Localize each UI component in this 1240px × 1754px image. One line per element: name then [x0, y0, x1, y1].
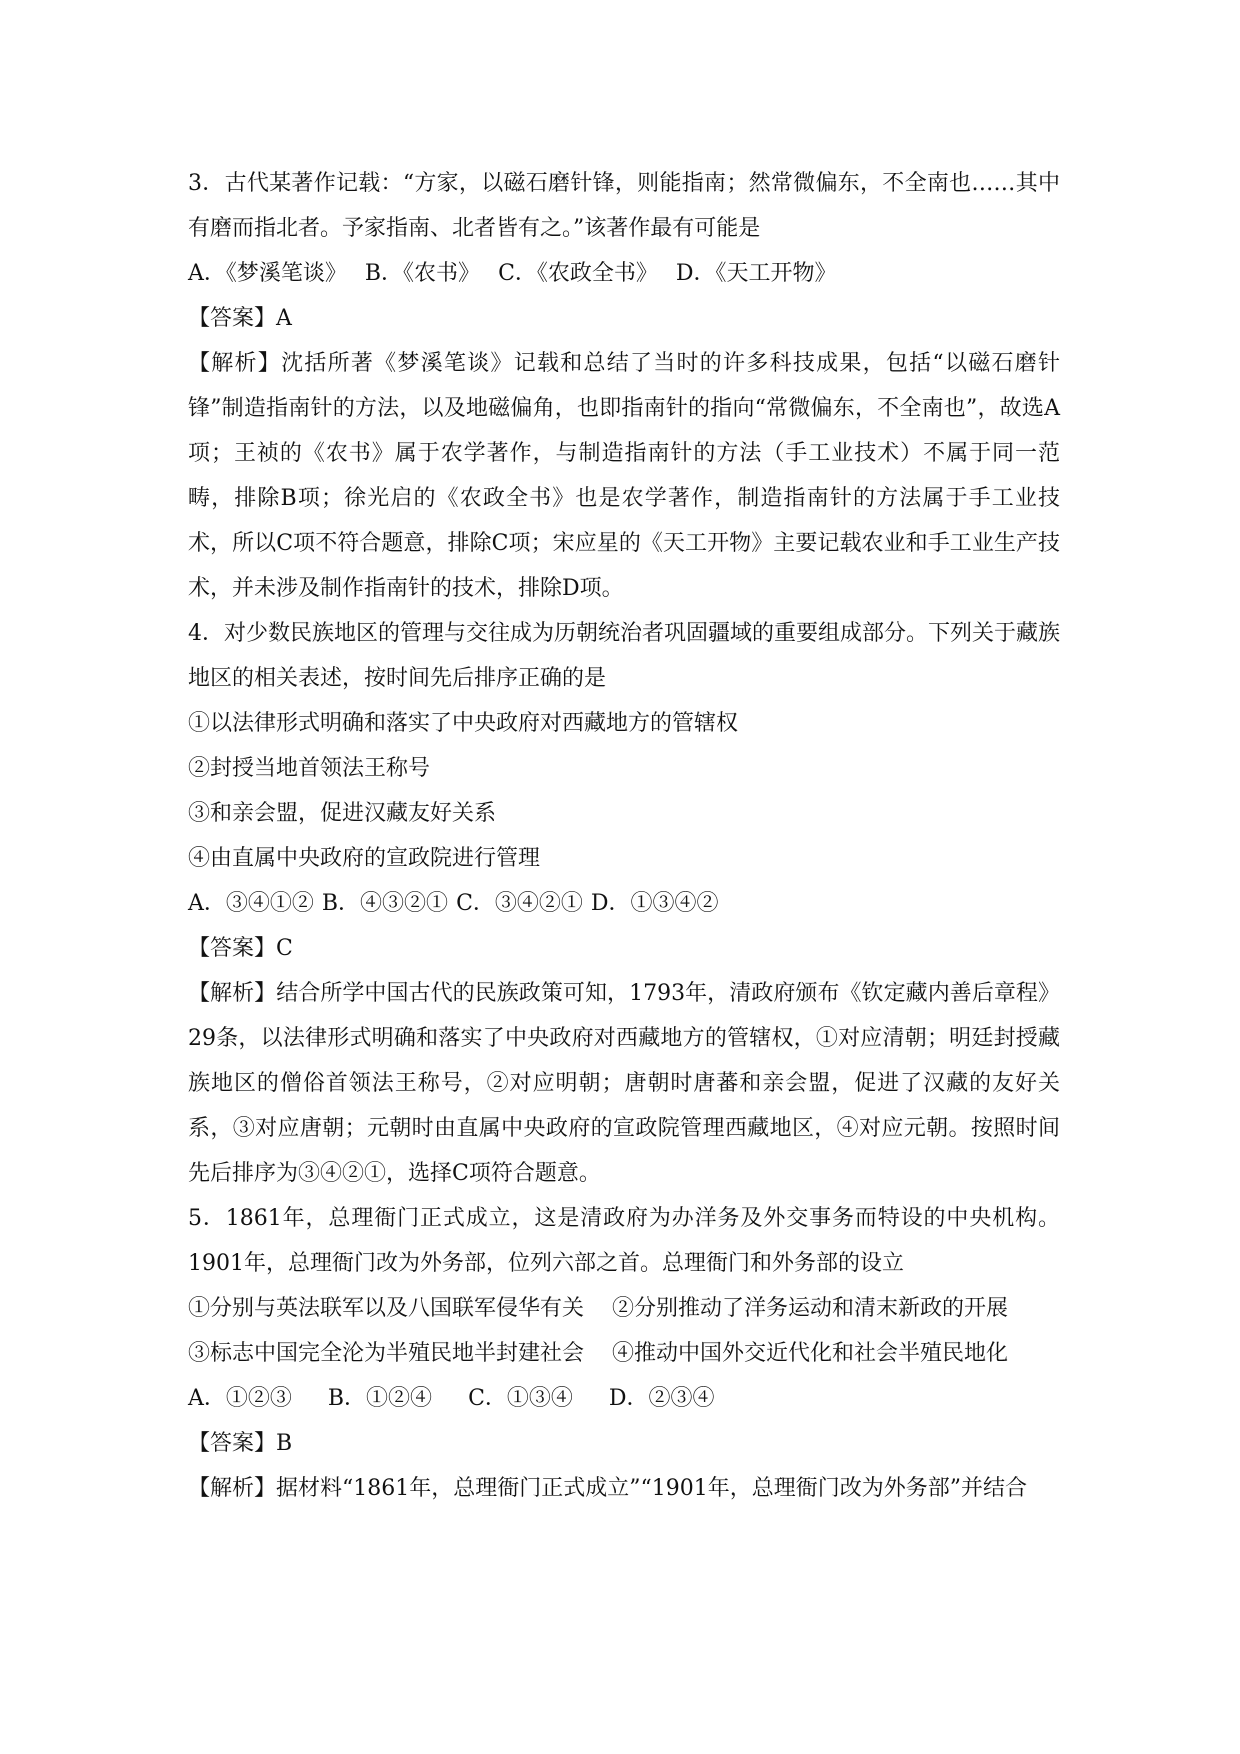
- q5-item-4: ④推动中国外交近代化和社会半殖民地化: [612, 1341, 1009, 1366]
- q5-option-d: D．②③④: [608, 1386, 715, 1411]
- q5-analysis-label: 【解析】: [188, 1476, 277, 1501]
- q5-answer-value: B: [276, 1431, 293, 1456]
- q4-option-c: C．③④②①: [456, 891, 583, 916]
- q3-analysis-label: 【解析】: [188, 351, 282, 376]
- q5-answer-label: 【答案】: [188, 1431, 277, 1456]
- q5-item-2: ②分别推动了洋务运动和清末新政的开展: [612, 1296, 1009, 1321]
- q3-answer-value: A: [276, 306, 292, 331]
- q4-options: [188, 881, 1060, 926]
- q4-analysis-label: 【解析】: [188, 981, 277, 1006]
- q4-analysis: [188, 971, 1060, 1196]
- q4-option-b: B．④③②①: [321, 891, 449, 916]
- q4-item-3: ③和亲会盟，促进汉藏友好关系: [188, 801, 497, 826]
- q3-analysis: [188, 341, 1060, 611]
- q3-option-a: A．《梦溪笔谈》: [188, 261, 347, 286]
- q5-stem: 5．1861年，总理衙门正式成立，这是清政府为办洋务及外交事务而特设的中央机构。1901年，总理衙门改为外务部，位列六部之首。总理衙门和外务部的设立: [188, 1206, 1060, 1276]
- q3-answer: [188, 296, 1060, 341]
- q5-item-1: ①分别与英法联军以及八国联军侵华有关: [188, 1296, 585, 1321]
- q3-answer-label: 【答案】: [188, 306, 277, 331]
- q3-option-d: D．《天工开物》: [675, 261, 837, 286]
- q5-analysis: [188, 1466, 1060, 1511]
- q4-answer: [188, 926, 1060, 971]
- q4-option-a: A．③④①②: [188, 891, 314, 916]
- q3-option-c: C．《农政全书》: [498, 261, 658, 286]
- q4-stem: 4．对少数民族地区的管理与交往成为历朝统治者巩固疆域的重要组成部分。下列关于藏族地区的相关表述，按时间先后排序正确的是: [188, 621, 1061, 691]
- q5-answer: [188, 1421, 1060, 1466]
- q4-analysis-text: 结合所学中国古代的民族政策可知，1793年，清政府颁布《钦定藏内善后章程》29条，以法律形式明确和落实了中央政府对西藏地方的管辖权，①对应清朝；明廷封授藏族地区的僧俗首领法王称号，②对应明朝；唐朝时唐蕃和亲会盟，促进了汉藏的友好关系，③对应唐朝；元朝时由直属中央政府的宣政院管理西藏地区，④对应元朝。按照时间先后排序为③④②①，选择C项符合题意。: [188, 981, 1060, 1186]
- q5-option-b: B．①②④: [327, 1386, 433, 1411]
- q4-option-d: D．①③④②: [590, 891, 719, 916]
- q5-option-c: C．①③④: [468, 1386, 573, 1411]
- q4-item-1: ①以法律形式明确和落实了中央政府对西藏地方的管辖权: [188, 711, 739, 736]
- q5-items-row-1: [188, 1286, 1060, 1331]
- q4-answer-value: C: [276, 936, 293, 961]
- document-body: [188, 161, 1060, 1511]
- q5-items-row-2: [188, 1331, 1060, 1376]
- q5-option-a: A．①②③: [188, 1386, 292, 1411]
- q5-options: [188, 1376, 1060, 1421]
- q5-analysis-text: 据材料“1861年，总理衙门正式成立”“1901年，总理衙门改为外务部”并结合: [276, 1476, 1027, 1501]
- q4-answer-label: 【答案】: [188, 936, 277, 961]
- q3-analysis-text: 沈括所著《梦溪笔谈》记载和总结了当时的许多科技成果，包括“以磁石磨针锋”制造指南针的方法，以及地磁偏角，也即指南针的指向“常微偏东，不全南也”，故选A项；王祯的《农书》属于农学著作，与制造指南针的方法（手工业技术）不属于同一范畴，排除B项；徐光启的《农政全书》也是农学著作，制造指南针的方法属于手工业技术，所以C项不符合题意，排除C项；宋应星的《天工开物》主要记载农业和手工业生产技术，并未涉及制作指南针的技术，排除D项。: [188, 351, 1060, 601]
- q5-item-3: ③标志中国完全沦为半殖民地半封建社会: [188, 1341, 585, 1366]
- q3-stem: 3．古代某著作记载：“方家，以磁石磨针锋，则能指南；然常微偏东，不全南也……其中有磨而指北者。予家指南、北者皆有之。”该著作最有可能是: [188, 171, 1060, 241]
- q3-options: [188, 251, 1060, 296]
- q3-option-b: B．《农书》: [364, 261, 481, 286]
- q4-item-2: ②封授当地首领法王称号: [188, 756, 431, 781]
- q4-item-4: ④由直属中央政府的宣政院进行管理: [188, 846, 541, 871]
